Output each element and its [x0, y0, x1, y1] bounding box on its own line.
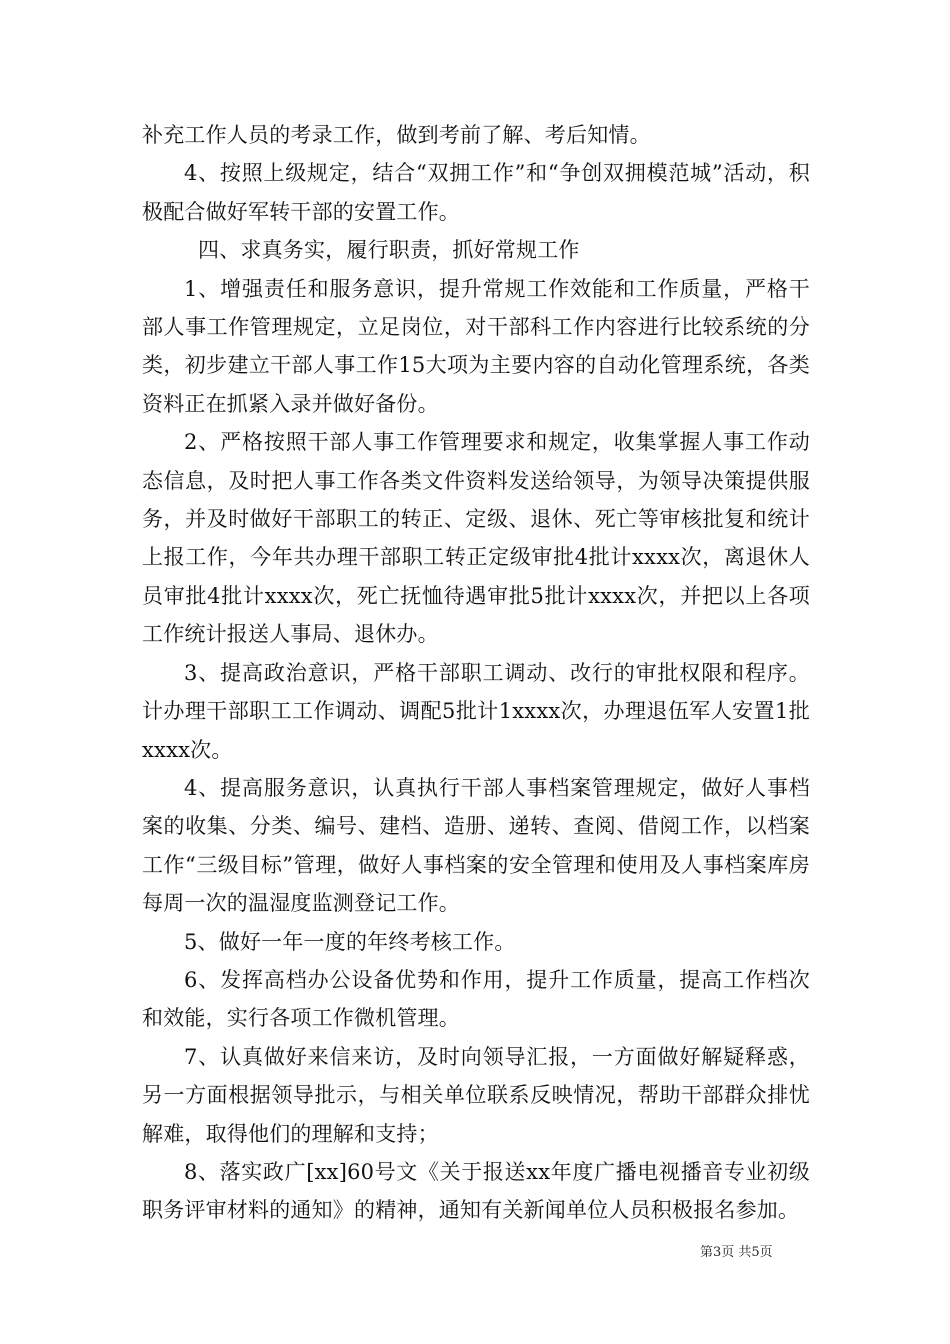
document-body	[142, 116, 810, 1230]
paragraph-item-5: 5、做好一年一度的年终考核工作。	[184, 929, 516, 954]
paragraph-item-1: 1、增强责任和服务意识，提升常规工作效能和工作质量，严格干部人事工作管理规定，立足岗位，对干部科工作内容进行比较系统的分类，初步建立干部人事工作15大项为主要内容的自动化管理系统，各类资料正在抓紧入录并做好备份。	[142, 276, 810, 416]
paragraph-item-8: 8、落实政广[xx]60号文《关于报送xx年度广播电视播音专业初级职务评审材料的通知》的精神，通知有关新闻单位人员积极报名参加。	[142, 1159, 810, 1223]
paragraph-item-6: 6、发挥高档办公设备优势和作用，提升工作质量，提高工作档次和效能，实行各项工作微机管理。	[142, 967, 810, 1031]
paragraph-item-4-resettlement: 4、按照上级规定，结合“双拥工作”和“争创双拥模范城”活动，积极配合做好军转干部的安置工作。	[142, 161, 810, 224]
paragraph-continuation: 补充工作人员的考录工作，做到考前了解、考后知情。	[142, 123, 651, 147]
paragraph-item-4-archives: 4、提高服务意识，认真执行干部人事档案管理规定，做好人事档案的收集、分类、编号、建档、造册、递转、查阅、借阅工作，以档案工作“三级目标”管理，做好人事档案的安全管理和使用及人事档案库房每周一次的温湿度监测登记工作。	[142, 775, 810, 916]
paragraph-item-7: 7、认真做好来信来访，及时向领导汇报，一方面做好解疑释惑，另一方面根据领导批示，与相关单位联系反映情况，帮助干部群众排忧解难，取得他们的理解和支持；	[142, 1044, 810, 1146]
paragraph-item-2: 2、严格按照干部人事工作管理要求和规定，收集掌握人事工作动态信息，及时把人事工作各类文件资料发送给领导，为领导决策提供服务，并及时做好干部职工的转正、定级、退休、死亡等审核批复和统计上报工作，今年共办理干部职工转正定级审批4批计xxxx次，离退休人员审批4批计xxxx次，死亡抚恤待遇审批5批计xxxx次，并把以上各项工作统计报送人事局、退休办。	[142, 430, 810, 647]
paragraph-item-3: 3、提高政治意识，严格干部职工调动、改行的审批权限和程序。计办理干部职工工作调动、调配5批计1xxxx次，办理退伍军人安置1批xxxx次。	[142, 660, 810, 762]
section-heading-four: 四、求真务实，履行职责，抓好常规工作	[198, 238, 580, 263]
page-number-footer: 第3页 共5页	[700, 1245, 773, 1260]
